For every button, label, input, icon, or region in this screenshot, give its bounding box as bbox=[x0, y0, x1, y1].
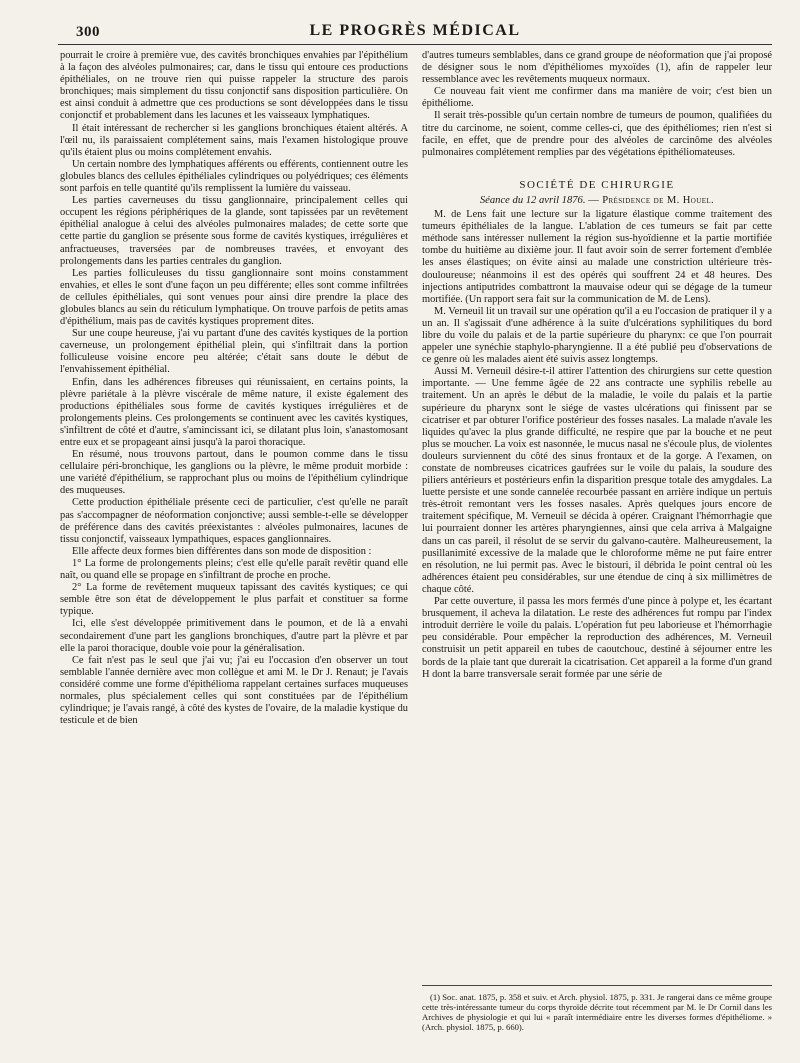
footnote-block bbox=[422, 985, 772, 1032]
left-column bbox=[60, 50, 408, 1055]
paragraph: Les parties caverneuses du tissu ganglionnaire, principalement celles qui occupent les régions périphériques de la glande, sont tapissées par un revêtement épithélial analogue à celui des alvéoles pulmonaires malades; de cette sorte que cette partie du ganglion se présente sous forme de cavités kystiques, irrégulières et anfractueuses, traversées par de nombreuses travées, et envoyant des prolongements dans les parties centrales du ganglion. bbox=[60, 195, 408, 267]
running-header bbox=[58, 22, 772, 45]
footnote: (1) Soc. anat. 1875, p. 358 et suiv. et Arch. physiol. 1875, p. 331. Je rangerai dans ce même groupe cette très-intéressante tumeur du corps thyroïde décrite tout récemment par M. le Dr Cornil dans les Archives de physiologie et qui lui « paraît intermédiaire entre les diverses formes d'épithéliome. » (Arch. physiol. 1875, p. 660). bbox=[422, 992, 772, 1032]
paragraph: Enfin, dans les adhérences fibreuses qui réunissaient, en certains points, la plèvre pariétale à la plèvre viscérale de même nature, il existe également des productions épithéliales sous forme de cavités kystiques irrégulières et de prolongements pleins. Ces prolongements se continuent avec les cavités kystiques, s'infiltrent de côté et d'autre, s'amincissant ici, se dilatant plus loin, s'anastomosant entre eux et se propageant ainsi jusqu'à la paroi thoracique. bbox=[60, 376, 408, 448]
paragraph: Ce fait n'est pas le seul que j'ai vu; j'ai eu l'occasion d'en observer un tout semblable l'année dernière avec mon collègue et ami M. le Dr J. Renaut; je l'avais considéré comme une forme d'épithélioma rappelant certaines surfaces muqueuses normales, plus spécialement celles qui sont constituées par de l'épithélium cylindrique; je l'avais rangé, à côté des kystes de l'ovaire, de la maladie kystique du testicule et de bien bbox=[60, 654, 408, 727]
session-presidency: — Présidence de M. Houel. bbox=[588, 194, 715, 206]
paragraph: Les parties folliculeuses du tissu ganglionnaire sont moins constamment envahies, et elles le sont d'une façon un peu différente; elles sont comme infiltrées de cellules épithéliales, qui sont venues pour ainsi dire prendre la place des globules blancs au sein du réticulum lymphatique. On trouve parfois de petits amas d'épithélium, mais pas de cavités kystiques proprement dites. bbox=[60, 267, 408, 328]
paragraph: 1° La forme de prolongements pleins; c'est elle qu'elle paraît revêtir quand elle naît, ou quand elle se propage en s'infiltrant de proche en proche. bbox=[60, 557, 408, 582]
paragraph: Il était intéressant de rechercher si les ganglions bronchiques étaient altérés. A l'œil nu, ils paraissaient complétement sains, mais l'examen histologique prouve qu'ils étaient plus ou moins complétement envahis. bbox=[60, 122, 408, 158]
paragraph: En résumé, nous trouvons partout, dans le poumon comme dans le tissu cellulaire péri-bronchique, les ganglions ou la plèvre, le même produit morbide : une variété d'épithélium, se rapprochant plus ou moins de l'épithélium cylindrique des muqueuses. bbox=[60, 449, 408, 497]
paragraph: Aussi M. Verneuil désire-t-il attirer l'attention des chirurgiens sur cette question importante. — Une femme âgée de 22 ans contracte une syphilis rebelle au traitement. Un an après le début de la maladie, le voile du palais et la partie supérieure du pharynx sont le siége de vastes ulcérations qui finissent par se cicatriser et par obturer l'orifice postérieur des fosses nasales. La malade n'avale les liquides qu'avec la plus grande difficulté, ne respire que par la bouche et ne peut plus se moucher. La voix est nasonnée, le mucus nasal ne s'écoule plus, de violentes douleurs surviennent du côté des sinus frontaux et de la gorge. A l'examen, on constate de nombreuses cicatrices gaufrées sur le voile du palais, la soudure des piliers antérieurs et postérieurs enfin la disparition presque totale des amygdales. La luette persiste et une sonde cannelée recourbée passant en arrière indique un pertuis très-étroit remontant vers les fosses nasales. Après quelques jours encore de traitement spécifique, M. Verneuil se décida à opérer. Craignant l'hémorrhagie que lui pourraient donner les artères pharyngiennes, ainsi que cela arriva à Malgaigne dans un cas pareil, il résolut de se servir du galvano-cautère. Malheureusement, la pusillanimité excessive de la malade que le chloroforme même ne put faire entrer en résolution, ne lui permit pas. Avec le bistouri, il débrida le point central où les adhérences étaient peu considérables, sur une étendue de cinq à six millimètres de chaque côté. bbox=[422, 366, 772, 595]
paragraph: d'autres tumeurs semblables, dans ce grand groupe de néoformation que j'ai proposé de désigner sous le nom d'épithéliomes myxoïdes (1), afin de rappeler leur ressemblance avec les revêtements muqueux normaux. bbox=[422, 50, 772, 86]
paragraph: Ici, elle s'est développée primitivement dans le poumon, et de là a envahi secondairement d'une part les ganglions bronchiques, d'autre part la plèvre et par elle la paroi thoracique, double voie pour la généralisation. bbox=[60, 618, 408, 654]
page-number: 300 bbox=[76, 24, 100, 40]
session-date: Séance du 12 avril 1876. bbox=[479, 194, 586, 206]
paragraph: Ce nouveau fait vient me confirmer dans ma manière de voir; c'est bien un épithéliome. bbox=[422, 86, 772, 110]
paragraph: Elle affecte deux formes bien différentes dans son mode de disposition : bbox=[72, 545, 372, 557]
paragraph: Il serait très-possible qu'un certain nombre de tumeurs de poumon, qualifiées du titre du carcinome, ne soient, comme celles-ci, que des épithéliomes; rien n'est si facile, en effet, que de prendre pour des alvéoles de carcinôme des alvéoles pulmonaires complétement remplies par des végétations épithéliomateuses. bbox=[422, 110, 772, 158]
paragraph: Un certain nombre des lymphatiques afférents ou efférents, contiennent outre les globules blancs des cellules épithéliales cylindriques ou polyédriques; ces éléments sont parfois en telle quantité qu'ils remplissent la lumière du vaisseau. bbox=[60, 158, 408, 195]
paragraph: Sur une coupe heureuse, j'ai vu partant d'une des cavités kystiques de la portion caverneuse, un prolongement épithélial plein, qui s'infiltrait dans la portion folliculeuse voisine encore peu altérée; c'était sans doute le début de l'envahissement épithélial. bbox=[60, 328, 408, 376]
journal-title: LE PROGRÈS MÉDICAL bbox=[309, 22, 521, 39]
paragraph: M. Verneuil lit un travail sur une opération qu'il a eu l'occasion de pratiquer il y a un an. Il s'agissait d'une adhérence à la suite d'ulcérations syphilitiques du bord libre du voile du palais et de la partie supérieure du pharynx: ce que l'on pourrait appeler une synéchie staphylo-pharyngienne. Il a été publié peu d'observations de ce genre où les malades aient été suivis assez longtemps. bbox=[422, 305, 772, 366]
session-line bbox=[422, 195, 772, 207]
paragraph: M. de Lens fait une lecture sur la ligature élastique comme traitement des tumeurs épithéliales de la langue. L'ablation de ces tumeurs se fait par cette méthode sans intéresser nullement la région sus-hyoïdienne et la partie mortifiée tombe du huitième au dixième jour. Il faut avoir soin de serrer fortement d'emblée les anses élastiques; on évite ainsi au malade une constriction ultérieure très-douloureuse; néanmoins il est des opérés qui souffrent 24 et 48 heures. Des injections antiputrides combattront la mauvaise odeur qui se dégage de la tumeur mortifiée. (Un rapport sera fait sur la communication de M. de Lens). bbox=[422, 209, 772, 305]
right-column bbox=[422, 50, 772, 1055]
section-title: SOCIÉTÉ DE CHIRURGIE bbox=[519, 178, 675, 191]
paragraph: pourrait le croire à première vue, des cavités bronchiques envahies par l'épithélium à la façon des alvéoles pulmonaires; car, dans le tissu qui entoure ces productions épithéliales, on ne trouve rien qui puisse rappeler la structure des parois bronchiques; mais simplement du tissu conjonctif sans disposition particulière. On est ainsi conduit à admettre que ces productions se sont développées dans le tissu conjonctif et probablement dans les lacunes et les vaisseaux lymphatiques. bbox=[60, 50, 408, 122]
paragraph: 2° La forme de revêtement muqueux tapissant des cavités kystiques; ce qui semble être son état de développement le plus parfait et constituer sa forme typique. bbox=[60, 582, 408, 618]
paragraph: Cette production épithéliale présente ceci de particulier, c'est qu'elle ne paraît pas s'accompagner de néoformation conjonctive; aussi semble-t-elle se développer de préférence dans des cavités préexistantes : alvéoles pulmonaires, lacunes de tissu conjonctif, vaisseaux lympathiques, espaces ganglionnaires. bbox=[60, 497, 408, 545]
paragraph: Par cette ouverture, il passa les mors fermés d'une pince à polype et, les écartant brusquement, il acheva la dilatation. Le reste des adhérences fut rompu par l'index introduit derrière le voile du palais. L'opération fut peu laborieuse et l'hémorrhagie peu considérable. Pour empêcher la reproduction des adhérences, M. Verneuil construisit un petit appareil en tubes de caoutchouc, destiné à séjourner entre les bords de la plaie tant que durerait la cicatrisation. Cet appareil a la forme d'un grand H dont la barre transversale serait formée par une série de bbox=[422, 596, 772, 680]
